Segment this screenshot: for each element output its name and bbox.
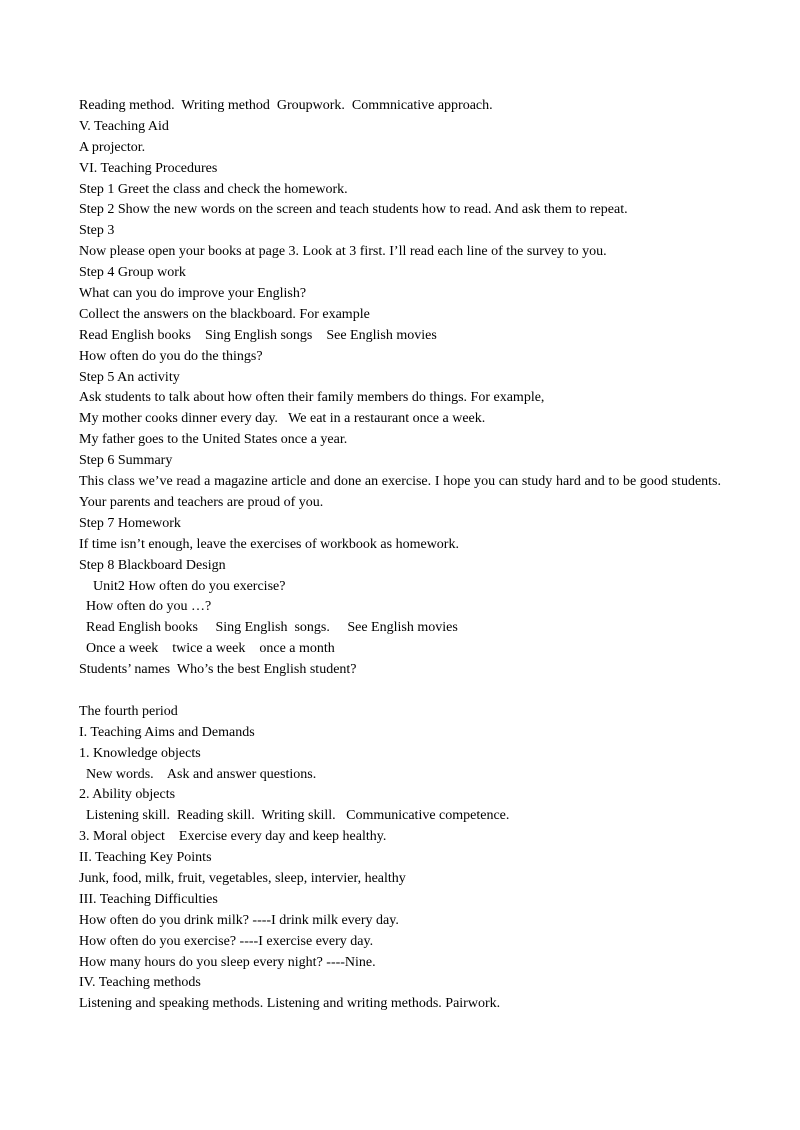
step-line: Step 4 Group work [79, 265, 186, 281]
text-line: 3. Moral object Exercise every day and keep healthy. [79, 829, 387, 845]
section-heading: I. Teaching Aims and Demands [79, 724, 255, 740]
step-line: Step 7 Homework [79, 515, 181, 531]
text-line: 2. Ability objects [79, 787, 176, 803]
section-heading: II. Teaching Key Points [79, 850, 212, 866]
text-line: Listening and speaking methods. Listening and writing methods. Pairwork. [79, 996, 501, 1012]
text-line: A projector. [79, 139, 146, 155]
text-line: Now please open your books at page 3. Look at 3 first. I’ll read each line of the survey to you. [79, 244, 607, 260]
step-line: Step 3 [79, 223, 115, 239]
section-heading: III. Teaching Difficulties [79, 891, 218, 907]
text-line: What can you do improve your English? [79, 286, 307, 302]
text-line: How often do you drink milk? ----I drink milk every day. [79, 912, 399, 928]
step-line: Step 8 Blackboard Design [79, 557, 226, 573]
section-heading: V. Teaching Aid [79, 118, 169, 134]
text-line: New words. Ask and answer questions. [79, 766, 317, 782]
step-line: Step 6 Summary [79, 453, 173, 469]
text-line: How many hours do you sleep every night? ----Nine. [79, 954, 376, 970]
text-line: Ask students to talk about how often their family members do things. For example, [79, 390, 545, 406]
text-line: Reading method. Writing method Groupwork. Commnicative approach. [79, 98, 493, 113]
step-line: Step 2 Show the new words on the screen and teach students how to read. And ask them to repeat. [79, 202, 628, 218]
blank-line [79, 681, 721, 702]
blackboard-line: Once a week twice a week once a month [79, 641, 335, 657]
text-line: My father goes to the United States once a year. [79, 432, 348, 448]
document-body [79, 96, 721, 1015]
text-line: 1. Knowledge objects [79, 745, 201, 761]
section-heading: IV. Teaching methods [79, 975, 201, 991]
summary-paragraph: This class we’ve read a magazine article and done an exercise. I hope you can study hard and to be good students. Your parents and teachers are proud of you. [79, 474, 721, 510]
text-line: Junk, food, milk, fruit, vegetables, sleep, intervier, healthy [79, 870, 406, 886]
text-line: Read English books Sing English songs See English movies [79, 327, 437, 343]
step-line: Step 1 Greet the class and check the homework. [79, 181, 348, 197]
text-line: Collect the answers on the blackboard. For example [79, 306, 370, 322]
text-line: How often do you do the things? [79, 348, 263, 364]
blackboard-line: How often do you …? [79, 599, 212, 615]
section-heading: VI. Teaching Procedures [79, 160, 218, 176]
text-line: Listening skill. Reading skill. Writing skill. Communicative competence. [79, 808, 510, 824]
text-line: If time isn’t enough, leave the exercises of workbook as homework. [79, 536, 459, 552]
blackboard-line: Read English books Sing English songs. See English movies [79, 620, 458, 636]
step-line: Step 5 An activity [79, 369, 180, 385]
blackboard-line: Students’ names Who’s the best English student? [79, 662, 357, 678]
text-line: How often do you exercise? ----I exercise every day. [79, 933, 374, 949]
text-line: My mother cooks dinner every day. We eat in a restaurant once a week. [79, 411, 486, 427]
period-title: The fourth period [79, 703, 178, 719]
blackboard-line: Unit2 How often do you exercise? [79, 578, 286, 594]
